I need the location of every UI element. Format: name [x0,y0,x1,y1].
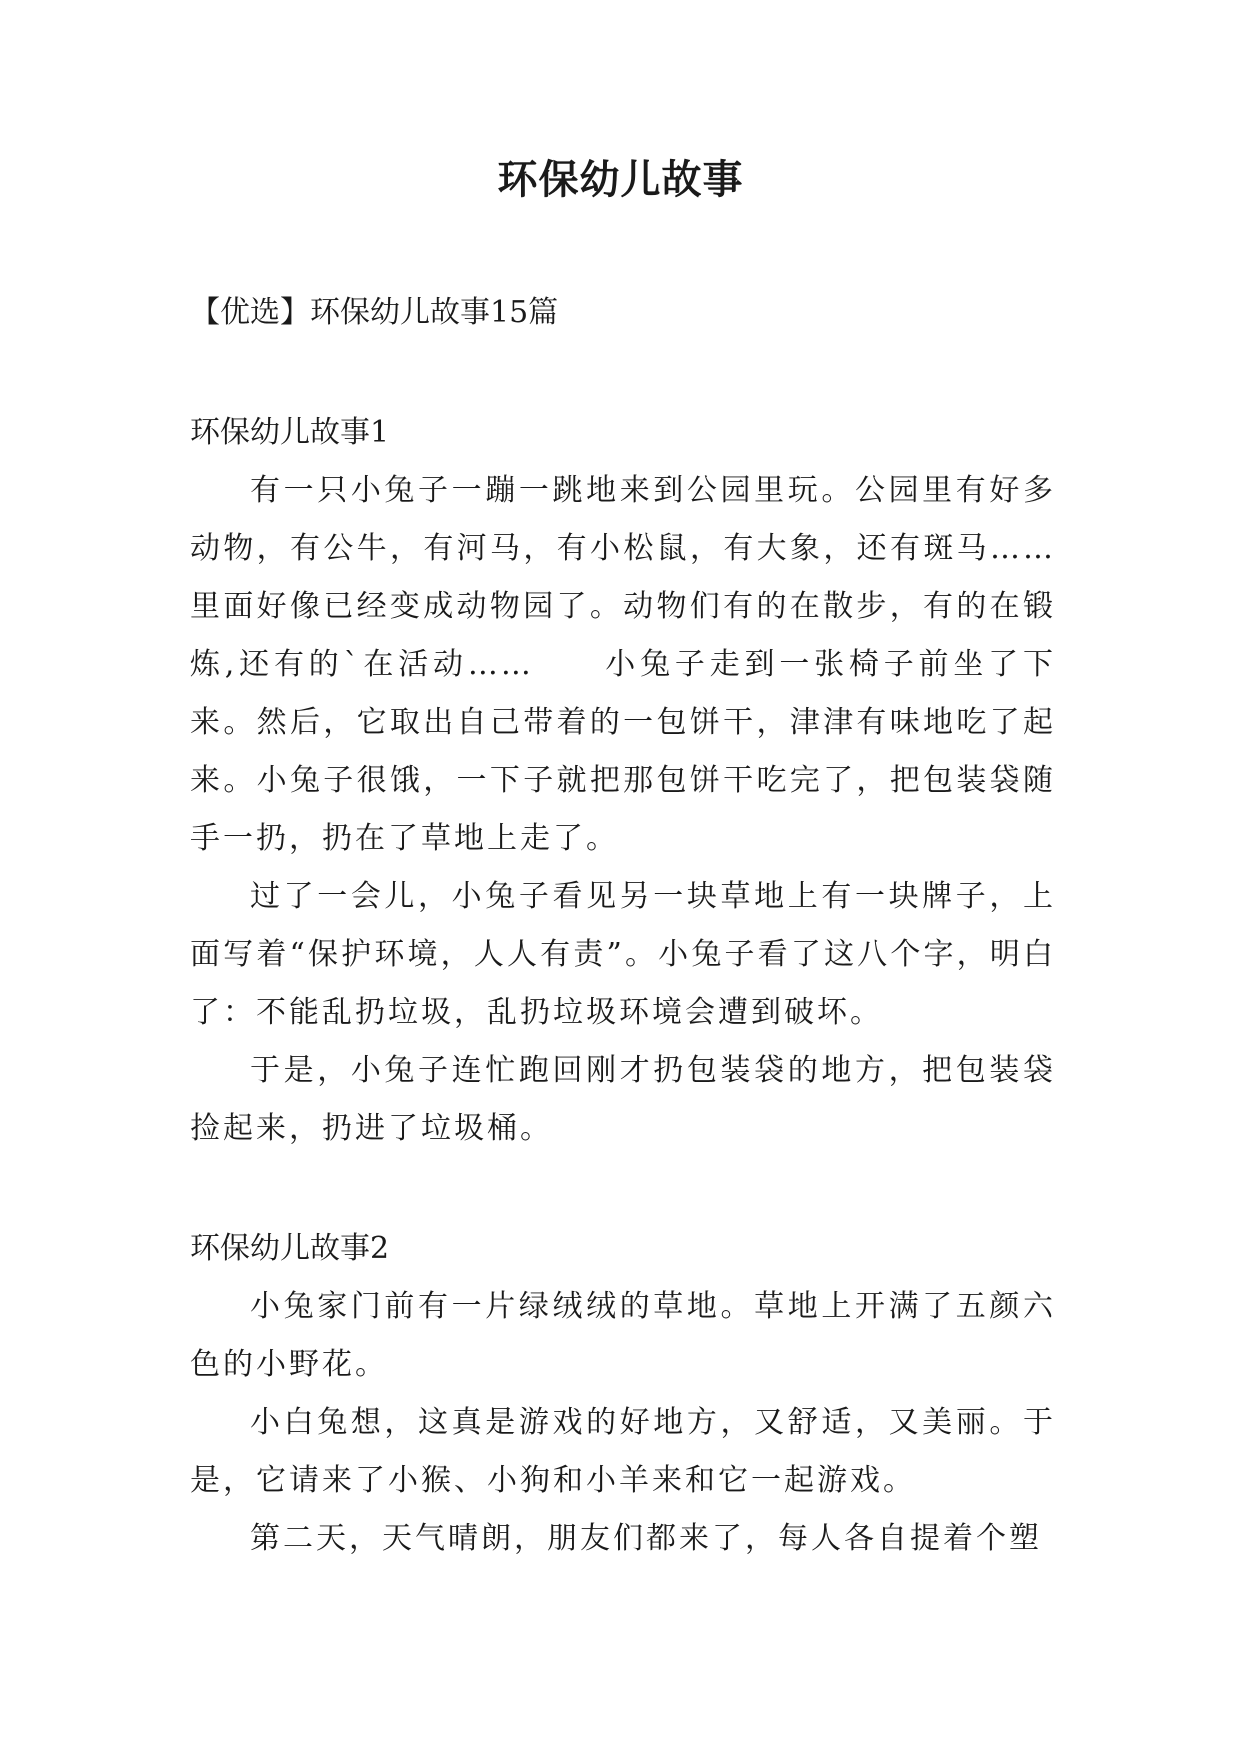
document-subtitle: 【优选】环保幼儿故事15篇 [190,295,559,330]
story-paragraph: 小兔家门前有一片绿绒绒的草地。草地上开满了五颜六色的小野花。 [190,1289,1056,1382]
story-paragraph: 小白兔想，这真是游戏的好地方，又舒适，又美丽。于是，它请来了小猴、小狗和小羊来和它一起游戏。 [190,1405,1056,1498]
story-section-1 [190,404,1056,1158]
document-title: 环保幼儿故事 [497,157,744,203]
section-spacer [190,1158,1056,1220]
document-body [190,404,1056,1568]
section-heading: 环保幼儿故事2 [190,1231,390,1266]
story-paragraph: 于是，小兔子连忙跑回刚才扔包装袋的地方，把包装袋捡起来，扔进了垃圾桶。 [190,1053,1056,1146]
section-heading: 环保幼儿故事1 [190,415,390,450]
story-section-2 [190,1220,1056,1568]
story-paragraph: 过了一会儿，小兔子看见另一块草地上有一块牌子，上面写着“保护环境，人人有责”。小兔子看了这八个字，明白了：不能乱扔垃圾，乱扔垃圾环境会遭到破坏。 [190,879,1056,1030]
story-paragraph: 有一只小兔子一蹦一跳地来到公园里玩。公园里有好多动物，有公牛，有河马，有小松鼠，有大象，还有斑马……里面好像已经变成动物园了。动物们有的在散步，有的在锻炼,还有的`在活动…… 小兔子走到一张椅子前坐了下来。然后，它取出自己带着的一包饼干，津津有味地吃了起来。小兔子很饿，一下子就把那包饼干吃完了，把包装袋随手一扔，扔在了草地上走了。 [190,473,1056,856]
story-paragraph: 第二天，天气晴朗，朋友们都来了，每人各自提着个塑 [250,1521,1042,1556]
